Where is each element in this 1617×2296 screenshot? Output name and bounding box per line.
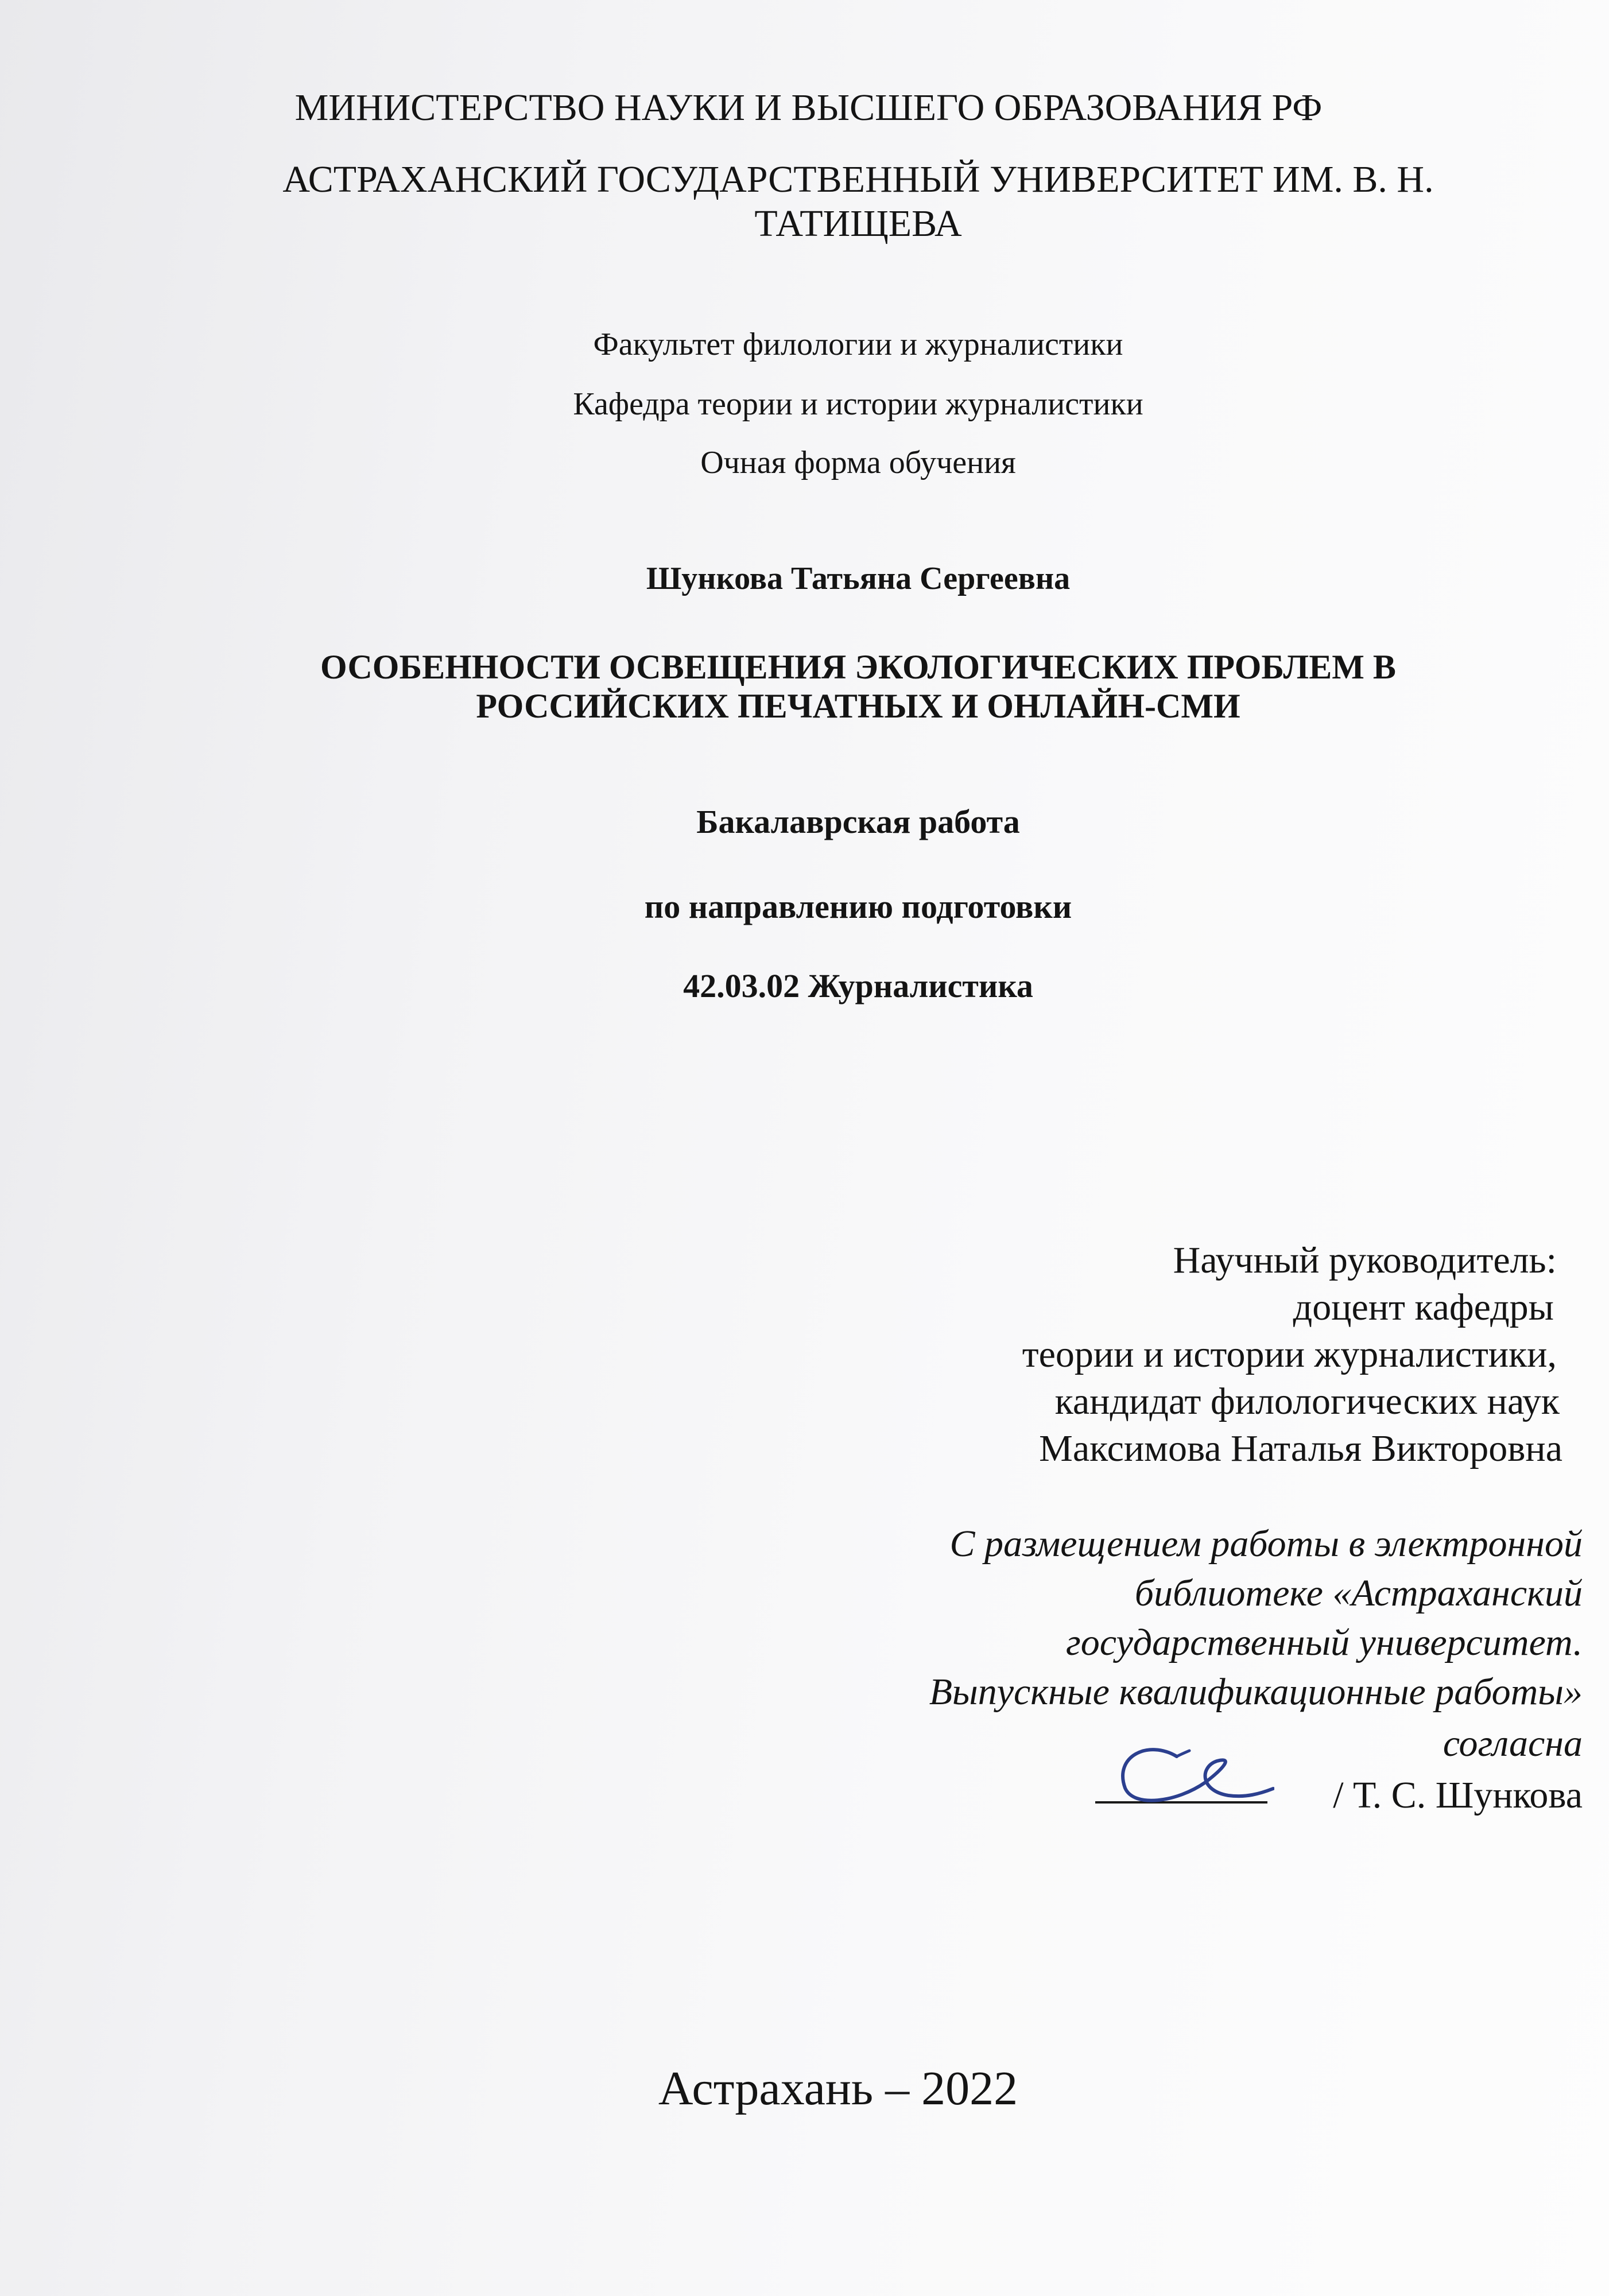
- author-name: Шункова Татьяна Сергеевна: [646, 561, 1071, 596]
- thesis-title-line2: РОССИЙСКИХ ПЕЧАТНЫХ И ОНЛАЙН-СМИ: [476, 687, 1240, 725]
- consent-line1: С размещением работы в электронной: [949, 1523, 1583, 1565]
- page-edge: [1609, 0, 1617, 2296]
- ministry-name: МИНИСТЕРСТВО НАУКИ И ВЫСШЕГО ОБРАЗОВАНИЯ РФ: [294, 87, 1323, 129]
- supervisor-label: Научный руководитель:: [1173, 1239, 1557, 1281]
- thesis-title-line1: ОСОБЕННОСТИ ОСВЕЩЕНИЯ ЭКОЛОГИЧЕСКИХ ПРОБЛЕМ В: [320, 648, 1396, 686]
- direction-label: по направлению подготовки: [644, 888, 1072, 925]
- supervisor-position1: доцент кафедры: [1293, 1286, 1554, 1328]
- supervisor-name: Максимова Наталья Викторовна: [1039, 1428, 1562, 1469]
- university-name-line2: ТАТИЩЕВА: [754, 203, 962, 245]
- work-type: Бакалаврская работа: [696, 803, 1020, 840]
- study-form: Очная форма обучения: [700, 445, 1016, 480]
- signature-scribble-icon: [1091, 1733, 1274, 1814]
- university-name-line1: АСТРАХАНСКИЙ ГОСУДАРСТВЕННЫЙ УНИВЕРСИТЕТ ИМ. В. Н.: [282, 158, 1434, 200]
- consent-line2: библиотеке «Астраханский: [1134, 1572, 1583, 1614]
- supervisor-position2: теории и истории журналистики,: [1022, 1333, 1557, 1375]
- direction-code: 42.03.02 Журналистика: [683, 967, 1033, 1004]
- supervisor-degree: кандидат филологических наук: [1054, 1380, 1560, 1422]
- consent-line5: согласна: [1442, 1723, 1583, 1764]
- consent-line3: государственный университет.: [1066, 1622, 1583, 1663]
- chair-name: Кафедра теории и истории журналистики: [573, 386, 1143, 422]
- signature-name: / Т. С. Шункова: [1333, 1774, 1583, 1816]
- consent-line4: Выпускные квалификационные работы»: [929, 1671, 1583, 1713]
- faculty-name: Факультет филологии и журналистики: [593, 327, 1123, 362]
- city-year: Астрахань – 2022: [658, 2062, 1018, 2115]
